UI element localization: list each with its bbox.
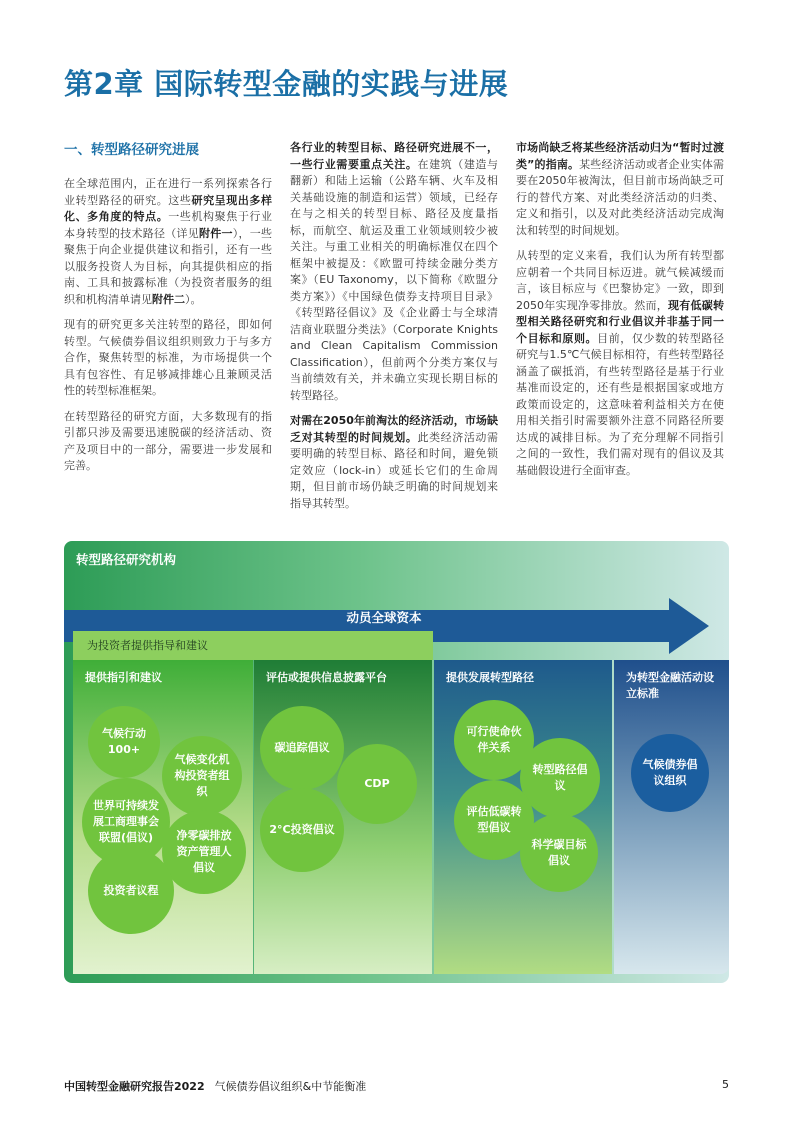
category-pathways (434, 660, 612, 974)
bold-text: 现有低碳转型相关路径研究和行业倡议并非基于同一个目标和原则。 (516, 298, 724, 345)
section-heading: 一、转型路径研究进展 (64, 142, 199, 158)
org-bubble: 世界可持续发展工商理事会联盟(倡议) (82, 778, 170, 866)
org-bubble: 投资者议程 (88, 848, 174, 934)
publisher-names: 气候债券倡议组织&中节能衡准 (214, 1080, 367, 1093)
category-heading: 提供指引和建议 (85, 671, 162, 684)
text-column-1 (64, 140, 272, 484)
org-bubble: 转型路径倡议 (520, 738, 600, 818)
page-number: 5 (722, 1078, 729, 1091)
org-bubble: 科学碳目标倡议 (520, 814, 598, 892)
page-title: 第2章 国际转型金融的实践与进展 (64, 67, 509, 101)
bold-text: 各行业的转型目标、路径研究进展不一，一些行业需要重点关注。 (290, 141, 498, 171)
guide-label: 为投资者提供指导和建议 (87, 639, 208, 652)
research-institutions-diagram (64, 541, 729, 983)
paragraph (64, 317, 272, 400)
footer (64, 1078, 366, 1094)
bold-text: 研究呈现出多样化、多角度的特点。 (64, 193, 273, 223)
org-bubble: 气候变化机构投资者组织 (162, 736, 242, 816)
arrow-label: 动员全球资本 (346, 610, 422, 625)
org-bubble: 气候行动100+ (88, 706, 160, 778)
category-heading: 提供发展转型路径 (446, 671, 534, 684)
paragraph (516, 248, 724, 479)
text-column-3 (516, 140, 724, 488)
paragraph (64, 409, 272, 475)
text-run: 某些经济活动或者企业实体需要在2050年被淘汰，但目前市场尚缺乏可行的替代方案、对此类经济活动的归类、定义和指引，以及对此类经济活动完成淘汰和转型的时间规划。 (516, 157, 724, 237)
text-column-2 (290, 140, 498, 521)
text-run: ）。 (185, 292, 202, 306)
text-run: 在转型路径的研究方面，大多数现有的指引都只涉及需要迅速脱碳的经济活动、资产及项目中的一部分，需要进一步发展和完善。 (64, 409, 272, 472)
org-bubble: 净零碳排放资产管理人倡议 (162, 810, 246, 894)
bold-text: 附件二 (152, 292, 185, 306)
org-bubble: 评估低碳转型倡议 (454, 780, 534, 860)
paragraph (516, 140, 724, 239)
paragraph (64, 176, 272, 308)
org-bubble: 气候债券倡议组织 (631, 734, 709, 812)
paragraph (290, 140, 498, 404)
category-standards (614, 660, 729, 974)
org-bubble: 2°C投资倡议 (260, 788, 344, 872)
text-run: 一些机构聚焦于行业本身转型的技术路径（详见 (64, 210, 273, 240)
bold-text: 市场尚缺乏将某些经济活动归为“暂时过渡类”的指南。 (516, 141, 724, 171)
category-heading: 为转型金融活动设立标准 (626, 671, 714, 700)
text-run: 从转型的定义来看，我们认为所有转型都应朝着一个共同目标迈进。就气候减缓而言，该目标应与《巴黎协定》一致，即到2050年实现净零排放。然而， (516, 249, 724, 312)
report-name: 中国转型金融研究报告2022 (64, 1080, 205, 1093)
text-run: 现有的研究更多关注转型的路径，即如何转型。气候债券倡议组织则致力于与多方合作，聚焦转型的标准，为市场提供一个具有包容性、有足够减排雄心且兼顾灵活性的转型标准框架。 (64, 318, 272, 397)
text-run: 在建筑（建造与翻新）和陆上运输（公路车辆、火车及相关基础设施的制造和运营）领域，已经存在与之相关的转型目标、路径及度量指标，而航空、航运及重工业领域则较少被关注。与重工业相关的明确标准仅在四个框架中被提及：《欧盟可持续金融分类方案》（EU Taxonomy，以下简称《欧盟分类方案》）《中国绿色债券支持项目目录》《转型路径倡议》及《企业爵士与全球清洁商业联盟分类法》（Corporate Knights and Clean Capitalism Commission Classification），但前两个分类方案仅与当前绩效有关，并未确立实现长期目标的转型路径。 (290, 157, 499, 402)
text-run: 目前，仅少数的转型路径研究与1.5℃气候目标相符，有些转型路径涵盖了碳抵消，有些转型路径是基于行业基准而设定的，还有些是根据国家或地方政策而设定的，这意味着利益相关方在使用相关指引时需要额外注意不同路径所要达成的减排目标。为了充分理解不同指引之间的一致性，我们需对现有的倡议及其基础假设进行全面审查。 (516, 331, 725, 477)
text-run: 在全球范围内，正在进行一系列探索各行业转型路径的研究。这些 (64, 177, 272, 207)
category-disclosure (254, 660, 432, 974)
bold-text: 对需在2050年前淘汰的经济活动，市场缺乏对其转型的时间规划。 (290, 414, 498, 444)
bold-text: 附件一 (199, 226, 233, 240)
category-heading: 评估或提供信息披露平台 (266, 671, 387, 684)
org-bubble: 可行使命伙伴关系 (454, 700, 534, 780)
org-bubble: CDP (337, 744, 417, 824)
paragraph (290, 413, 498, 512)
diagram-title: 转型路径研究机构 (76, 552, 177, 567)
text-run: ），一些聚焦于向企业提供建议和指引，还有一些以服务投资人为目标，向其提供相应的指南、工具和披露标准（为投资者服务的组织和机构清单请见 (64, 226, 272, 306)
category-guidance (73, 660, 253, 974)
text-run: 此类经济活动需要明确的转型目标、路径和时间，避免锁定效应（lock-in）或延长它们的生命周期，但目前市场仍缺乏明确的时间规划来指导其转型。 (290, 430, 499, 510)
org-bubble: 碳追踪倡议 (260, 706, 344, 790)
